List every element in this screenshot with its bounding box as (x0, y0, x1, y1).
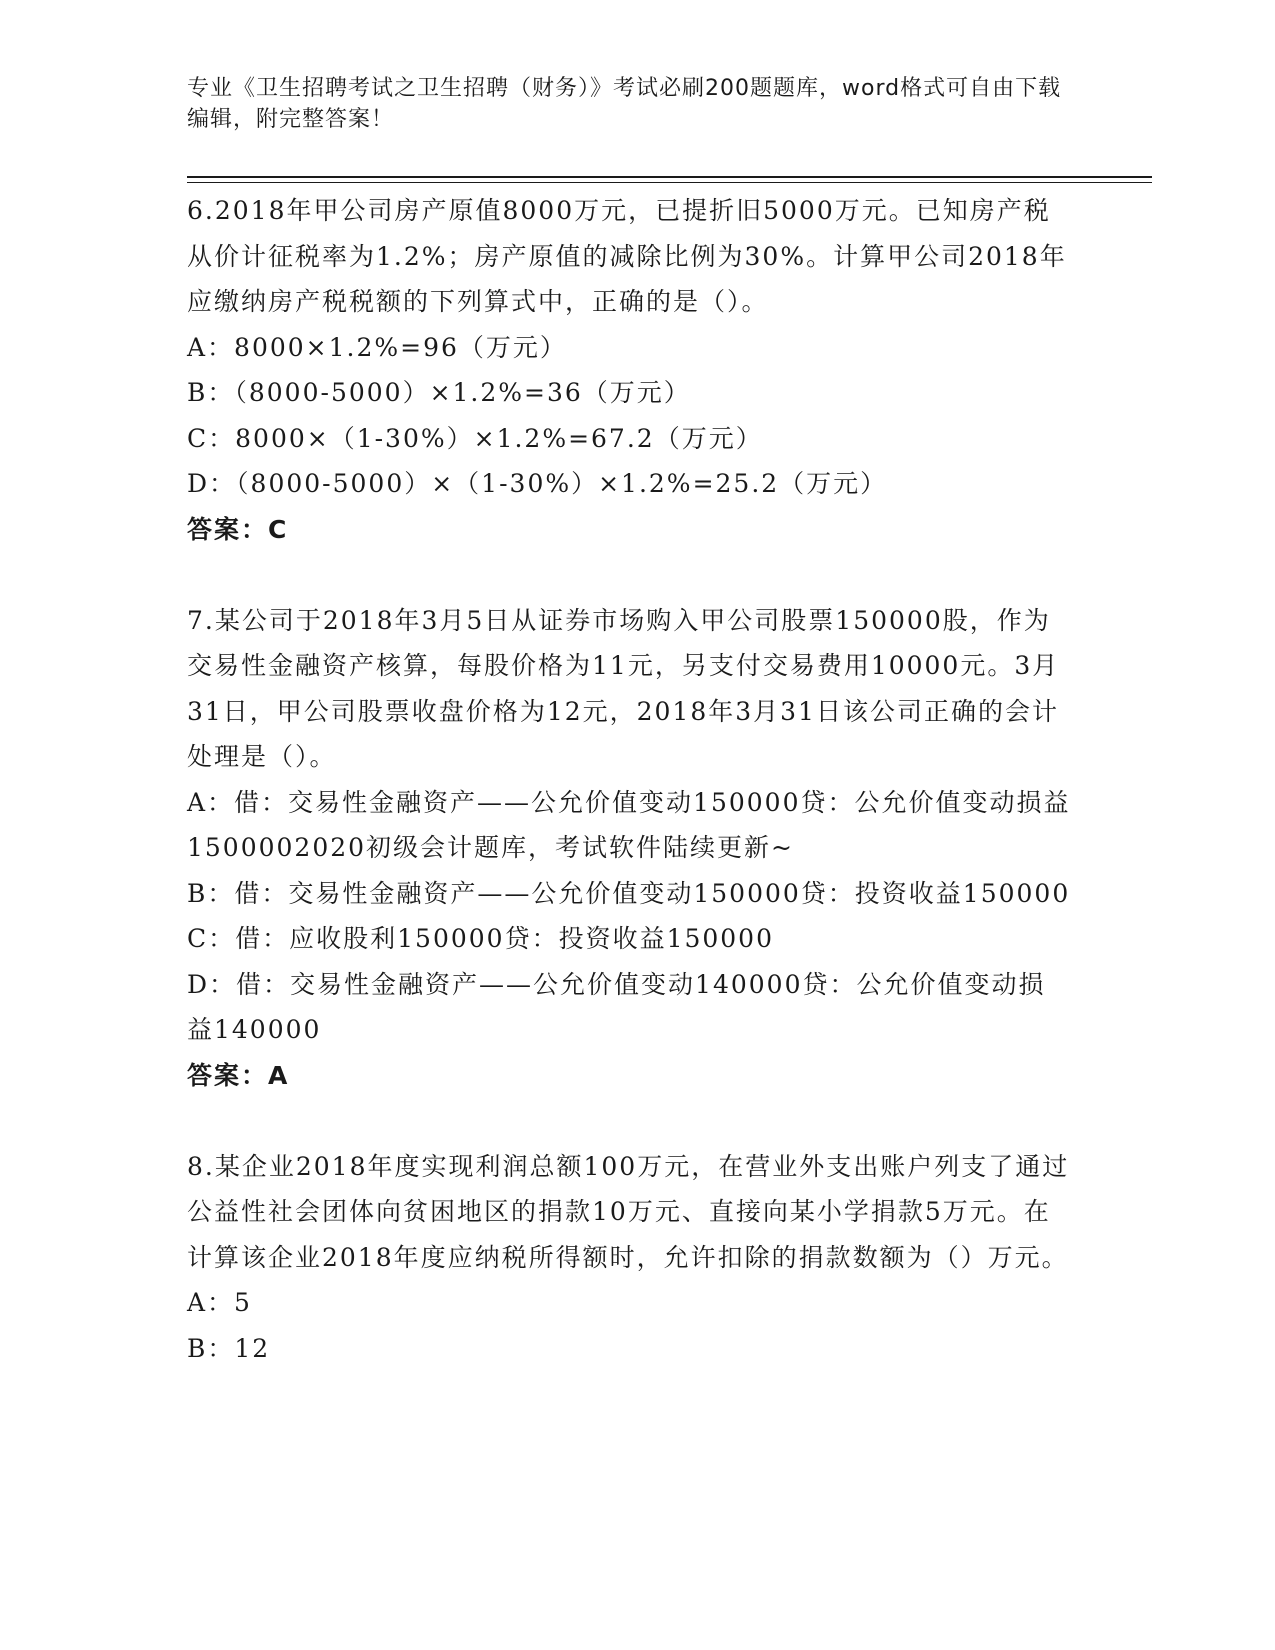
header-rule-thin (187, 182, 1152, 183)
option-b: B：借：交易性金融资产——公允价值变动150000贷：投资收益150000 (187, 878, 1071, 908)
question-6 (187, 188, 1072, 552)
document-header: 专业《卫生招聘考试之卫生招聘（财务）》考试必刷200题题库，word格式可自由下载编辑，附完整答案！ (187, 76, 1062, 132)
question-spacer (187, 1098, 1072, 1144)
answer: 答案：C (187, 514, 289, 544)
option-c: C：借：应收股利150000贷：投资收益150000 (187, 924, 774, 953)
question-7 (187, 598, 1072, 1099)
question-stem: 7.某公司于2018年3月5日从证券市场购入甲公司股票150000股，作为交易性金融资产核算，每股价格为11元，另支付交易费用10000元。3月31日，甲公司股票收盘价格为12元，2018年3月31日该公司正确的会计处理是（）。 (187, 605, 1060, 771)
option-a: A：借：交易性金融资产——公允价值变动150000贷：公允价值变动损益1500002020初级会计题库，考试软件陆续更新~ (187, 787, 1071, 862)
question-stem: 6.2018年甲公司房产原值8000万元，已提折旧5000万元。已知房产税从价计征税率为1.2%；房产原值的减除比例为30%。计算甲公司2018年应缴纳房产税税额的下列算式中，正确的是（）。 (187, 196, 1067, 316)
option-b: B：（8000-5000）×1.2%=36（万元） (187, 378, 691, 407)
answer: 答案：A (187, 1060, 290, 1090)
option-a: A：5 (187, 1288, 252, 1317)
question-8 (187, 1144, 1072, 1372)
option-c: C：8000×（1-30%）×1.2%=67.2（万元） (187, 423, 763, 453)
question-stem: 8.某企业2018年度实现利润总额100万元，在营业外支出账户列支了通过公益性社会团体向贫困地区的捐款10万元、直接向某小学捐款5万元。在计算该企业2018年度应纳税所得额时，允许扣除的捐款数额为（）万元。 (187, 1151, 1070, 1272)
questions-container (187, 188, 1072, 1371)
header-rule-thick (187, 176, 1152, 178)
question-spacer (187, 552, 1072, 598)
option-d: D：（8000-5000）×（1-30%）×1.2%=25.2（万元） (187, 469, 888, 498)
option-d: D：借：交易性金融资产——公允价值变动140000贷：公允价值变动损益140000 (187, 969, 1046, 1044)
option-a: A：8000×1.2%=96（万元） (187, 332, 567, 362)
option-b: B：12 (187, 1333, 271, 1363)
